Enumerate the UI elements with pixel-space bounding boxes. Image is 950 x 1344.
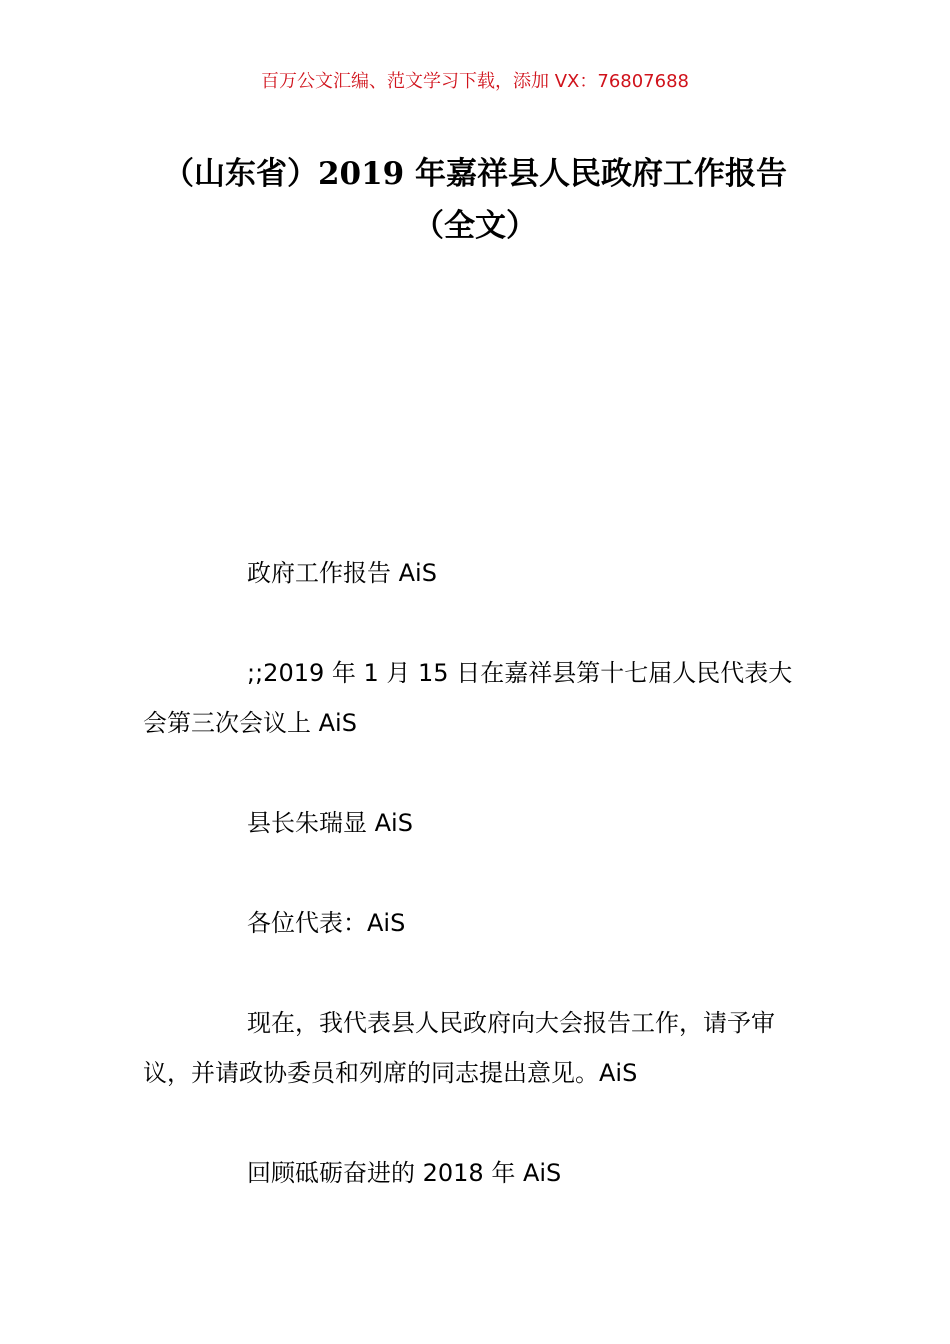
paragraph-intro: 现在，我代表县人民政府向大会报告工作，请予审议，并请政协委员和列席的同志提出意见。AiS <box>143 1009 775 1087</box>
document-title: （山东省）2019 年嘉祥县人民政府工作报告（全文） <box>162 156 788 244</box>
paragraph-salutation: 各位代表：AiS <box>247 909 406 937</box>
paragraph-speaker: 县长朱瑞显 AiS <box>247 809 413 837</box>
paragraph-meeting-info: ;;2019 年 1 月 15 日在嘉祥县第十七届人民代表大会第三次会议上 AiS <box>143 659 793 737</box>
paragraph-report-label: 政府工作报告 AiS <box>247 559 437 587</box>
paragraph-section-heading: 回顾砥砺奋进的 2018 年 AiS <box>247 1159 562 1187</box>
header-note: 百万公文汇编、范文学习下载，添加 VX：76807688 <box>261 71 689 92</box>
document-body <box>143 548 807 1248</box>
